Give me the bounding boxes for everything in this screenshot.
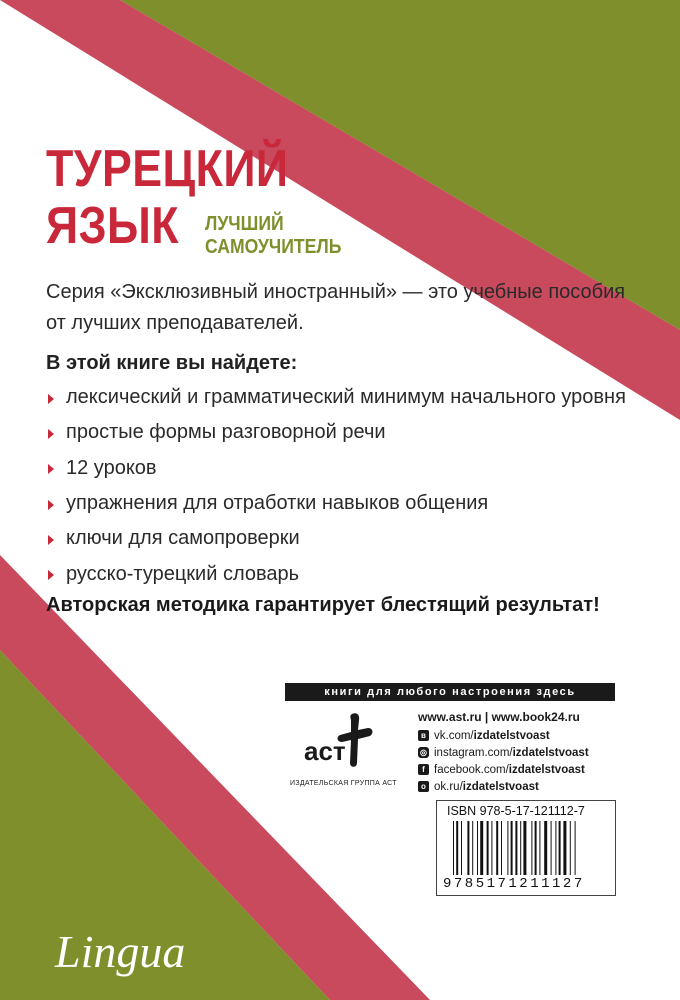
subtitle-line2: САМОУЧИТЕЛЬ <box>205 236 342 258</box>
barcode-bar <box>491 821 492 875</box>
feature-item: 12 уроков <box>48 451 626 486</box>
barcode-bar <box>467 821 469 875</box>
barcode-bar <box>480 821 483 875</box>
barcode <box>436 800 616 896</box>
barcode-bar <box>570 821 571 875</box>
publisher-tagline: книги для любого настроения здесь <box>285 683 615 701</box>
publisher-websites[interactable]: www.ast.ru | www.book24.ru <box>418 710 580 724</box>
barcode-bar <box>477 821 478 875</box>
barcode-bar <box>575 821 576 875</box>
barcode-bar <box>456 821 458 875</box>
ok-icon: о <box>418 781 429 792</box>
ast-logo-icon <box>300 708 390 778</box>
barcode-bar <box>551 821 552 875</box>
feature-item: лексический и грамматический минимум начального уровня <box>48 380 626 415</box>
bullet-icon <box>48 570 54 580</box>
bullet-icon <box>48 394 54 404</box>
instagram-icon: ◎ <box>418 747 429 758</box>
barcode-bar <box>472 821 473 875</box>
barcode-bar <box>535 821 537 875</box>
barcode-bar <box>555 821 556 875</box>
social-link-facebook[interactable]: f facebook.com/ izdatelstvoast <box>418 761 589 778</box>
bullet-icon <box>48 500 54 510</box>
barcode-bar <box>496 821 498 875</box>
social-link-ok[interactable]: о ok.ru/ izdatelstvoast <box>418 778 589 795</box>
social-links <box>418 727 589 795</box>
subtitle-line1: ЛУЧШИЙ <box>205 213 284 235</box>
barcode-bar <box>520 821 521 875</box>
barcode-bar <box>539 821 540 875</box>
svg-text:аст: аст <box>304 736 346 766</box>
feature-item: русско-турецкий словарь <box>48 556 626 591</box>
title-line2: ЯЗЫК <box>46 197 179 255</box>
features-heading: В этой книге вы найдете: <box>46 352 298 374</box>
barcode-bar <box>461 821 462 875</box>
bullet-icon <box>48 535 54 545</box>
barcode-bar <box>544 821 547 875</box>
closing-statement: Авторская методика гарантирует блестящий результат! <box>46 594 600 616</box>
barcode-bar <box>563 821 566 875</box>
social-link-instagram[interactable]: ◎ instagram.com/ izdatelstvoast <box>420 746 589 759</box>
series-description: Серия «Эксклюзивный иностранный» — это учебные пособия от лучших преподавателей. <box>46 281 626 334</box>
lingua-series-logo: Lingua <box>55 926 186 977</box>
feature-item: упражнения для отработки навыков общения <box>48 486 626 521</box>
social-link-vk[interactable]: в vk.com/ izdatelstvoast <box>418 727 589 744</box>
barcode-bar <box>487 821 489 875</box>
vk-icon: в <box>418 730 429 741</box>
barcode-bar <box>453 821 454 875</box>
features-list <box>48 380 626 592</box>
barcode-bar <box>501 821 502 875</box>
isbn-number: ISBN 978-5-17-121112-7 <box>447 804 585 818</box>
barcode-bar <box>523 821 526 875</box>
barcode-bar <box>511 821 513 875</box>
publisher-name: ИЗДАТЕЛЬСКАЯ ГРУППА АСТ <box>290 780 397 787</box>
barcode-bar <box>515 821 517 875</box>
facebook-icon: f <box>418 764 429 775</box>
barcode-bar <box>559 821 561 875</box>
barcode-bars <box>453 821 603 875</box>
barcode-digits: 9785171211127 <box>443 876 585 892</box>
barcode-bar <box>507 821 508 875</box>
barcode-bar <box>531 821 532 875</box>
feature-item: ключи для самопроверки <box>48 521 626 556</box>
feature-item: простые формы разговорной речи <box>48 415 626 450</box>
bullet-icon <box>48 429 54 439</box>
title-line1: ТУРЕЦКИЙ <box>46 140 289 198</box>
bullet-icon <box>48 464 54 474</box>
